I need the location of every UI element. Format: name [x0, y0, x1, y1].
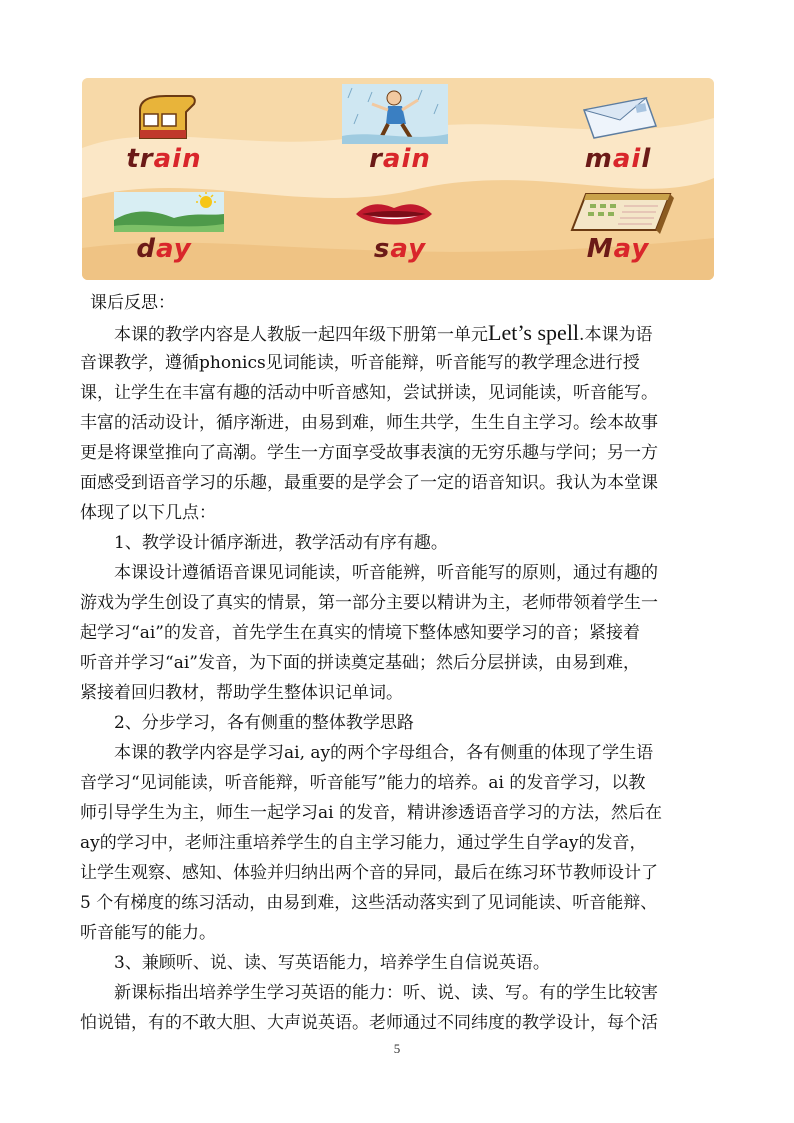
section-heading: 课后反思： [90, 293, 175, 313]
boy-in-rain-icon [342, 84, 448, 144]
paragraph-line: 丰富的活动设计，循序渐进，由易到难，师生共学，生生自主学习。绘本故事 [80, 413, 658, 433]
paragraph-line: 本课的教学内容是人教版一起四年级下册第一单元Let’s spell.本课为语 [114, 320, 653, 345]
page-number: 5 [393, 1041, 401, 1056]
paragraph-line: 听音能写的能力。 [80, 923, 216, 943]
desk-calendar-icon [566, 190, 676, 234]
paragraph-line: 体现了以下几点： [80, 503, 216, 523]
word-mail: mail [584, 144, 652, 174]
paragraph-line: 听音并学习“ai”发音，为下面的拼读奠定基础；然后分层拼读，由易到难， [80, 653, 640, 673]
paragraph-line: 音课教学，遵循phonics见词能读，听音能辩，听音能写的教学理念进行授 [80, 353, 640, 373]
paragraph-line: 更是将课堂推向了高潮。学生一方面享受故事表演的无穷乐趣与学问；另一方 [80, 443, 658, 463]
paragraph-line: 5 个有梯度的练习活动，由易到难，这些活动落实到了见词能读、听音能辩、 [80, 893, 658, 913]
phonics-picture-panel [82, 78, 714, 280]
mail-envelope-icon [580, 96, 660, 140]
word-rain: rain [369, 144, 431, 174]
word-may: May [586, 234, 650, 264]
paragraph-line: 课，让学生在丰富有趣的活动中听音感知，尝试拼读，见词能读，听音能写。 [80, 383, 658, 403]
paragraph-line: 本课设计遵循语音课见词能读，听音能辨，听音能写的原则，通过有趣的 [114, 563, 658, 583]
paragraph-line: 让学生观察、感知、体验并归纳出两个音的异同，最后在练习环节教师设计了 [80, 863, 658, 883]
point-heading-2: 2、分步学习，各有侧重的整体教学思路 [114, 713, 414, 733]
paragraph-line: 起学习“ai”的发音，首先学生在真实的情境下整体感知要学习的音；紧接着 [80, 623, 640, 643]
train-icon [136, 94, 198, 140]
lips-icon [354, 200, 434, 228]
paragraph-line: 师引导学生为主，师生一起学习ai 的发音，精讲渗透语音学习的方法，然后在 [80, 803, 662, 823]
paragraph-line: 新课标指出培养学生学习英语的能力：听、说、读、写。有的学生比较害 [114, 983, 658, 1003]
word-say: say [373, 234, 427, 264]
paragraph-line: 音学习“见词能读，听音能辩，听音能写”能力的培养。ai 的发音学习，以教 [80, 773, 646, 793]
paragraph-line: ay的学习中，老师注重培养学生的自主学习能力，通过学生自学ay的发音， [80, 833, 647, 853]
paragraph-line: 紧接着回归教材，帮助学生整体识记单词。 [80, 683, 403, 703]
paragraph-line: 怕说错，有的不敢大胆、大声说英语。老师通过不同纬度的教学设计，每个活 [80, 1013, 658, 1033]
paragraph-line: 本课的教学内容是学习ai, ay的两个字母组合，各有侧重的体现了学生语 [114, 743, 654, 763]
word-train: train [126, 144, 202, 174]
word-day: day [136, 234, 192, 264]
sunny-landscape-icon [114, 192, 224, 232]
paragraph-line: 面感受到语音学习的乐趣，最重要的是学会了一定的语音知识。我认为本堂课 [80, 473, 658, 493]
point-heading-3: 3、兼顾听、说、读、写英语能力，培养学生自信说英语。 [114, 953, 550, 973]
paragraph-line: 游戏为学生创设了真实的情景，第一部分主要以精讲为主，老师带领着学生一 [80, 593, 658, 613]
point-heading-1: 1、教学设计循序渐进，教学活动有序有趣。 [114, 533, 448, 553]
